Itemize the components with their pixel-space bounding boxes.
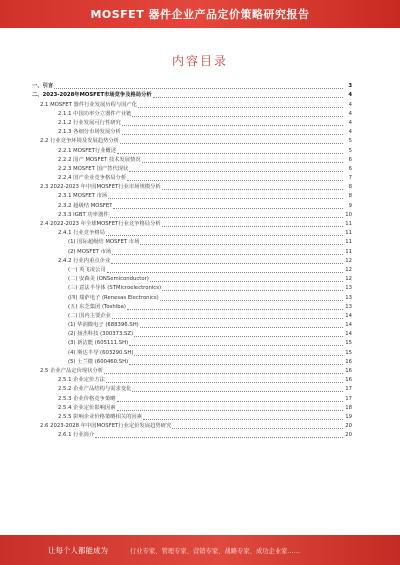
toc-leader-dots (150, 281, 343, 282)
toc-entry-text: (1) 华润微电子 (688396.SH) (68, 322, 139, 329)
toc-page-number: 16 (345, 368, 352, 374)
toc-leader-dots (143, 419, 343, 420)
toc-entry[interactable] (32, 321, 352, 330)
toc-leader-dots (127, 180, 343, 181)
toc-entry-text: 2.1.1 中国功率分立器件产业链 (58, 110, 132, 117)
toc-entry-text: 2.2 行业竞争环境及发展趋势分析 (40, 138, 119, 145)
toc-entry[interactable] (32, 266, 352, 275)
toc-leader-dots (138, 107, 343, 108)
toc-entry[interactable] (32, 376, 352, 385)
toc-entry-text: (2) MOSFET 市场 (68, 248, 112, 255)
toc-entry[interactable] (32, 358, 352, 367)
toc-entry-text: (二) 国内主要企业 (68, 312, 111, 319)
toc-page-number: 8 (348, 193, 352, 200)
toc-entry[interactable] (32, 247, 352, 256)
toc-leader-dots (134, 336, 343, 337)
toc-page-number: 6 (348, 156, 352, 163)
toc-entry[interactable] (32, 229, 352, 238)
toc-page-number: 5 (348, 138, 352, 145)
toc-entry-text: 2.2.4 国产企业竞争格局分析 (58, 175, 127, 182)
toc-entry[interactable] (32, 385, 352, 394)
toc-leader-dots (162, 189, 343, 190)
toc-leader-dots (160, 300, 343, 301)
toc-leader-dots (117, 153, 343, 154)
toc-entry[interactable] (32, 137, 352, 146)
toc-entry-text: (5) 士兰微 (600460.SH) (68, 358, 129, 365)
toc-entry[interactable] (32, 312, 352, 321)
toc-entry-text: 2.1.2 行业发展可行性研究 (58, 119, 121, 126)
toc-heading: 内容目录 (171, 54, 228, 68)
toc-entry-text: 2.5.5 影响企业价格策略相关的因素 (58, 413, 143, 420)
toc-entry[interactable] (32, 413, 352, 422)
toc-leader-dots (112, 254, 343, 255)
toc-page-number: 11 (345, 221, 352, 227)
toc-page-number: 11 (345, 239, 352, 246)
toc-page-number: 16 (345, 358, 352, 365)
toc-entry-text: 二、2023-2028年MOSFET市场竞争及格局分析 (32, 92, 152, 99)
toc-page-number: 10 (345, 211, 352, 218)
toc-page-number: 7 (348, 175, 352, 182)
toc-entry-text: 2.3.1 MOSFET 市场 (58, 193, 108, 200)
toc-page-number: 13 (345, 294, 352, 301)
toc-entry[interactable] (32, 284, 352, 293)
toc-entry-text: 2.1 MOSFET 器件行业发展历程与国产化 (40, 101, 138, 108)
toc-entry[interactable] (32, 156, 352, 165)
toc-leader-dots (113, 208, 343, 209)
toc-entry-text: 2.5 企业产品定价现状分析 (40, 368, 104, 374)
toc-entry-text: 2.6 2023-2028 年中国MOSFET行业定价发展趋势研究 (40, 423, 172, 430)
toc-entry-text: 2.6.1 行业简介 (58, 432, 95, 439)
toc-page-number: 4 (348, 92, 352, 99)
toc-leader-dots (162, 226, 343, 227)
toc-page-number: 18 (345, 404, 352, 411)
toc-entry[interactable] (32, 82, 352, 91)
toc-entry[interactable] (32, 201, 352, 210)
toc-leader-dots (129, 171, 343, 172)
report-header-bar (0, 0, 400, 28)
toc-leader-dots (172, 428, 343, 429)
toc-entry-text: 2.2.3 MOSFET 国产替代现状 (58, 165, 129, 172)
toc-leader-dots (132, 116, 343, 117)
toc-entry[interactable] (32, 110, 352, 119)
toc-leader-dots (134, 355, 343, 356)
toc-entry-text: 一、引言 (32, 83, 54, 90)
toc-page-number: 20 (345, 432, 352, 439)
footer-slogan: 让每个人都能成为 (48, 545, 108, 555)
toc-leader-dots (162, 290, 343, 291)
toc-leader-dots (140, 327, 343, 328)
footer-bar (0, 535, 400, 565)
toc-entry[interactable] (32, 330, 352, 339)
toc-leader-dots (132, 391, 343, 392)
toc-page-number: 12 (345, 266, 352, 273)
toc-entry-text: 2.3 2022-2023 年中国MOSFET行业市场规模分析 (40, 184, 161, 191)
toc-entry-text: 2.3.2 超级结 MOSFET (58, 202, 113, 209)
toc-entry[interactable] (32, 238, 352, 247)
toc-page-number: 4 (348, 119, 352, 126)
toc-leader-dots (142, 162, 343, 163)
toc-entry-text: (三) 意法半导体 (STMicroelectronics) (68, 285, 162, 292)
table-of-contents (32, 82, 352, 440)
toc-entry[interactable] (32, 91, 352, 100)
toc-leader-dots (112, 318, 343, 319)
toc-entry[interactable] (32, 404, 352, 413)
toc-entry[interactable] (32, 293, 352, 302)
toc-leader-dots (111, 263, 343, 264)
toc-entry[interactable] (32, 128, 352, 137)
toc-page-number: 17 (345, 395, 352, 402)
toc-entry[interactable] (32, 183, 352, 192)
toc-entry[interactable] (32, 146, 352, 155)
toc-leader-dots (129, 364, 343, 365)
toc-page-number: 5 (348, 147, 352, 154)
toc-page-number: 15 (345, 349, 352, 356)
toc-leader-dots (104, 373, 343, 374)
toc-entry-text: 2.5.3 企业价格竞争策略 (58, 395, 116, 402)
toc-page-number: 9 (348, 202, 352, 209)
toc-page-number: 4 (348, 129, 352, 136)
toc-page-number: 14 (345, 312, 352, 319)
toc-entry[interactable] (32, 192, 352, 201)
toc-entry-text: (4) 斯达半导 (603290.SH) (68, 349, 134, 356)
toc-entry[interactable] (32, 119, 352, 128)
toc-leader-dots (117, 401, 343, 402)
toc-page-number: 11 (345, 230, 352, 237)
toc-leader-dots (120, 143, 343, 144)
toc-entry[interactable] (32, 348, 352, 357)
toc-page-number: 14 (345, 322, 352, 329)
toc-entry[interactable] (32, 174, 352, 183)
toc-entry[interactable] (32, 339, 352, 348)
toc-entry-text: 2.2.2 国产 MOSFET 技术发展情况 (58, 156, 141, 163)
toc-page-number: 17 (345, 386, 352, 393)
toc-entry[interactable] (32, 394, 352, 403)
toc-entry[interactable] (32, 211, 352, 220)
toc-entry-text: 2.4.1 行业竞争格局 (58, 230, 105, 237)
toc-page-number: 13 (345, 285, 352, 292)
toc-leader-dots (140, 244, 343, 245)
toc-page-number: 16 (345, 377, 352, 384)
toc-entry[interactable] (32, 367, 352, 376)
toc-page-number: 11 (345, 248, 352, 255)
footer-tagline: 行业专家、管理专家、营销专家、战略专家、成功企业家…… (130, 547, 301, 555)
toc-page-number: 12 (345, 257, 352, 264)
toc-entry[interactable] (32, 165, 352, 174)
toc-page-number: 8 (348, 184, 352, 191)
toc-entry-text: (一) 英飞凌公司 (68, 266, 106, 273)
toc-entry-text: 2.1.3 各细分市场发展分析 (58, 129, 121, 136)
toc-page-number: 6 (348, 165, 352, 172)
toc-page-number: 19 (345, 413, 352, 420)
toc-page-number: 4 (348, 110, 352, 117)
toc-entry-text: 2.4 2022-2023 年全球MOSFET行业竞争格局分析 (40, 221, 161, 227)
toc-leader-dots (95, 437, 343, 438)
toc-entry[interactable] (32, 257, 352, 266)
toc-entry-text: 2.3.3 IGBT 功率器件 (58, 211, 109, 218)
toc-entry-text: (四) 瑞萨电子 (Renesas Electronics) (68, 294, 159, 301)
toc-leader-dots (127, 309, 343, 310)
toc-leader-dots (110, 217, 343, 218)
toc-page-number: 15 (345, 340, 352, 347)
toc-leader-dots (153, 97, 343, 98)
toc-entry-text: 2.5.1 企业定价方法 (58, 377, 105, 384)
toc-leader-dots (129, 345, 343, 346)
toc-entry-text: (3) 新洁能 (605111.SH) (68, 340, 129, 347)
report-title: MOSFET 器件企业产品定价策略研究报告 (90, 8, 310, 21)
toc-leader-dots (108, 198, 343, 199)
toc-entry-text: (五) 东芝集团 (Toshiba) (68, 303, 126, 310)
toc-leader-dots (106, 235, 343, 236)
toc-entry[interactable] (32, 100, 352, 109)
toc-entry-text: 2.2.1 MOSFET行业概述 (58, 147, 117, 154)
toc-page-number: 13 (345, 303, 352, 310)
toc-page-number: 4 (348, 101, 352, 108)
toc-page-number: 20 (345, 423, 352, 430)
toc-entry[interactable] (32, 220, 352, 229)
toc-entry-text: 2.5.2 企业产品结构与需求变化 (58, 386, 132, 393)
toc-entry[interactable] (32, 422, 352, 431)
toc-entry[interactable] (32, 303, 352, 312)
toc-leader-dots (122, 134, 343, 135)
toc-entry-text: 2.4.2 行业内重点企业 (58, 257, 111, 264)
toc-leader-dots (107, 272, 343, 273)
toc-entry-text: 2.5.4 企业定价影响因素 (58, 404, 116, 411)
toc-page-number: 12 (345, 276, 352, 283)
toc-entry-text: (1) 国际超级结 MOSFET 市场 (68, 239, 140, 246)
toc-leader-dots (117, 410, 343, 411)
toc-leader-dots (122, 125, 343, 126)
toc-leader-dots (106, 382, 343, 383)
toc-page-number: 3 (348, 83, 352, 90)
toc-leader-dots (54, 88, 343, 89)
toc-entry[interactable] (32, 431, 352, 440)
toc-entry-text: (2) 扬杰科技 (300373.SZ) (68, 331, 134, 338)
toc-entry[interactable] (32, 275, 352, 284)
toc-page-number: 14 (345, 331, 352, 338)
toc-entry-text: (二) 安森美 (ONSemiconductor) (68, 276, 149, 283)
